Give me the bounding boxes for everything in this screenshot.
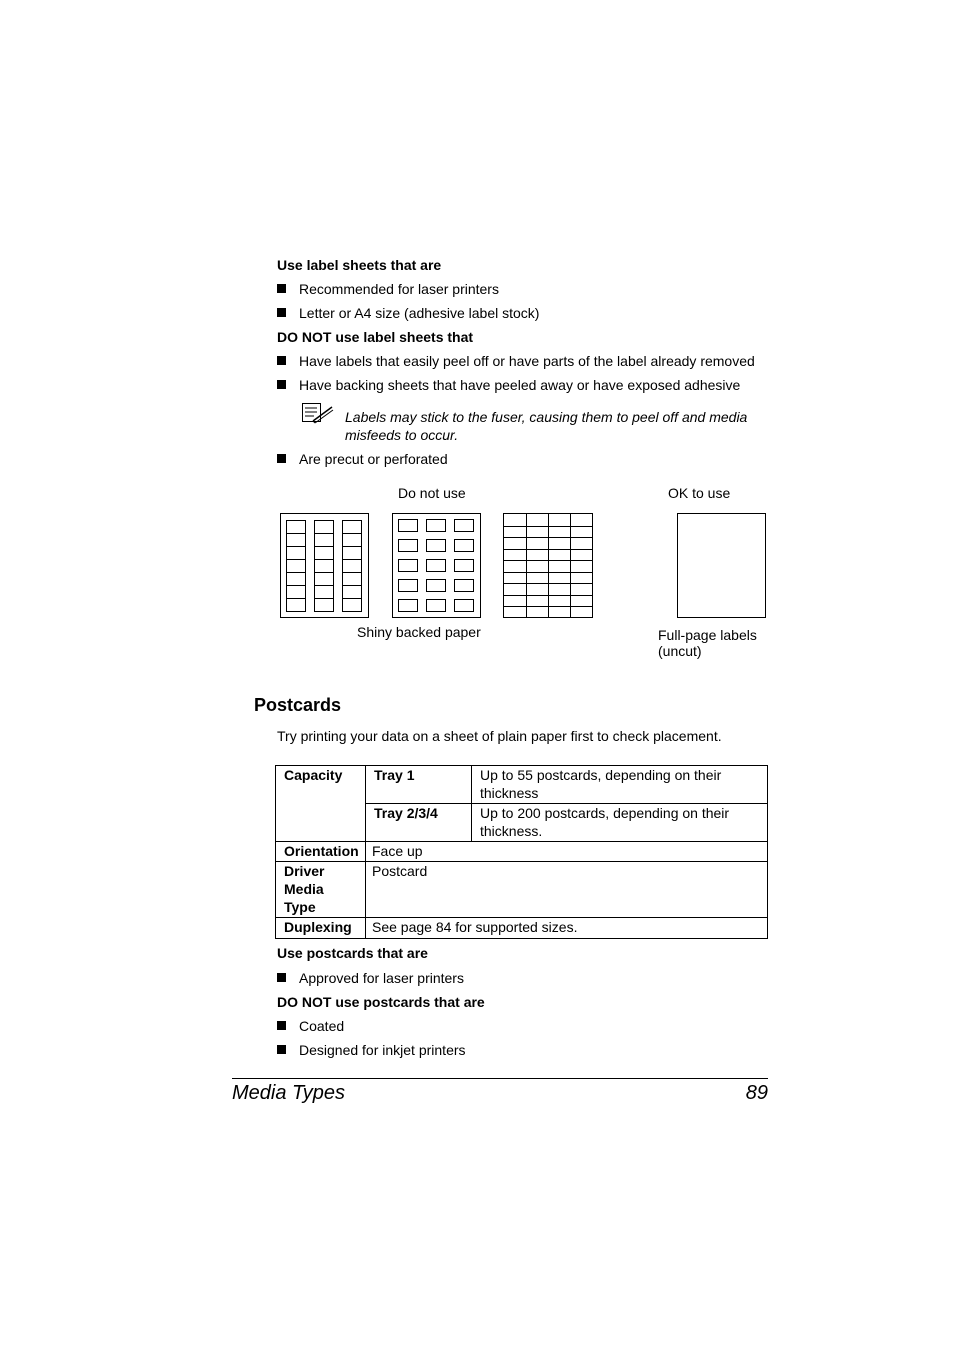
do-not-use-label: Do not use bbox=[398, 485, 466, 501]
perforation-line bbox=[504, 560, 592, 561]
table-cell: Face up bbox=[366, 842, 768, 862]
label-cell bbox=[426, 559, 446, 572]
perforation-line bbox=[504, 595, 592, 596]
label-divider bbox=[286, 559, 306, 560]
list-item: Have labels that easily peel off or have parts of the label already removed bbox=[277, 353, 755, 370]
label-divider bbox=[342, 572, 362, 573]
bullet-square-icon bbox=[277, 380, 286, 389]
table-cell: Tray 1 bbox=[366, 766, 472, 804]
table-cell: Capacity bbox=[276, 766, 366, 842]
label-divider bbox=[286, 572, 306, 573]
bullet-square-icon bbox=[277, 973, 286, 982]
label-cell bbox=[426, 539, 446, 552]
label-cell bbox=[398, 599, 418, 612]
label-cell bbox=[454, 599, 474, 612]
label-divider bbox=[314, 598, 334, 599]
perforation-line bbox=[526, 514, 527, 617]
list-item: Letter or A4 size (adhesive label stock) bbox=[277, 305, 539, 322]
perforation-line bbox=[504, 549, 592, 550]
table-cell: Driver Media Type bbox=[276, 862, 366, 918]
label-sheet-grid bbox=[392, 513, 481, 618]
table-row bbox=[276, 766, 768, 804]
table-cell: Duplexing bbox=[276, 918, 366, 939]
label-sheet-columns bbox=[280, 513, 369, 618]
list-item: Approved for laser printers bbox=[277, 970, 464, 987]
shiny-caption: Shiny backed paper bbox=[357, 624, 481, 640]
label-sheet-perforated bbox=[503, 513, 593, 618]
label-divider bbox=[342, 546, 362, 547]
section-title: Postcards bbox=[254, 695, 342, 715]
donot-postcards-heading: DO NOT use postcards that are bbox=[277, 994, 485, 1010]
footer-rule bbox=[232, 1078, 768, 1079]
table-cell: Up to 200 postcards, depending on their thickness. bbox=[472, 804, 768, 842]
label-divider bbox=[314, 546, 334, 547]
bullet-square-icon bbox=[277, 356, 286, 365]
label-sheet-full-page bbox=[677, 513, 766, 618]
label-cell bbox=[426, 519, 446, 532]
label-divider bbox=[314, 572, 334, 573]
use-postcards-heading: Use postcards that are bbox=[277, 945, 428, 961]
label-cell bbox=[454, 519, 474, 532]
table-row bbox=[276, 862, 768, 918]
perforation-line bbox=[504, 537, 592, 538]
bullet-square-icon bbox=[277, 1045, 286, 1054]
table-cell: Up to 55 postcards, depending on their thickness bbox=[472, 766, 768, 804]
table-cell: See page 84 for supported sizes. bbox=[366, 918, 768, 939]
label-divider bbox=[342, 598, 362, 599]
list-item: Are precut or perforated bbox=[277, 451, 448, 468]
footer-section-title: Media Types bbox=[232, 1082, 346, 1104]
label-divider bbox=[314, 533, 334, 534]
use-labels-heading: Use label sheets that are bbox=[277, 257, 442, 273]
label-divider bbox=[314, 585, 334, 586]
label-divider bbox=[286, 585, 306, 586]
label-divider bbox=[342, 559, 362, 560]
label-divider bbox=[342, 585, 362, 586]
label-divider bbox=[342, 533, 362, 534]
ok-to-use-label: OK to use bbox=[668, 485, 731, 501]
label-divider bbox=[314, 559, 334, 560]
donot-labels-heading: DO NOT use label sheets that bbox=[277, 329, 474, 345]
label-cell bbox=[398, 519, 418, 532]
label-cell bbox=[454, 539, 474, 552]
perforation-line bbox=[548, 514, 549, 617]
note-pencil-icon bbox=[301, 402, 335, 424]
label-cell bbox=[426, 579, 446, 592]
label-cell bbox=[426, 599, 446, 612]
list-item: Coated bbox=[277, 1018, 344, 1035]
bullet-square-icon bbox=[277, 284, 286, 293]
full-page-caption: Full-page labels (uncut) bbox=[658, 627, 757, 659]
label-cell bbox=[398, 579, 418, 592]
label-divider bbox=[286, 533, 306, 534]
label-divider bbox=[286, 546, 306, 547]
table-cell: Postcard bbox=[366, 862, 768, 918]
bullet-square-icon bbox=[277, 454, 286, 463]
label-cell bbox=[398, 559, 418, 572]
footer-page-number: 89 bbox=[745, 1082, 768, 1104]
label-divider bbox=[286, 598, 306, 599]
table-row bbox=[276, 842, 768, 862]
bullet-square-icon bbox=[277, 308, 286, 317]
perforation-line bbox=[504, 572, 592, 573]
table-cell: Tray 2/3/4 bbox=[366, 804, 472, 842]
label-cell bbox=[398, 539, 418, 552]
postcards-intro: Try printing your data on a sheet of plain paper first to check placement. bbox=[277, 728, 722, 744]
label-cell bbox=[454, 559, 474, 572]
bullet-square-icon bbox=[277, 1021, 286, 1030]
list-item: Recommended for laser printers bbox=[277, 281, 499, 298]
note-text: Labels may stick to the fuser, causing them to peel off and media misfeeds to occur. bbox=[345, 409, 748, 443]
list-item: Designed for inkjet printers bbox=[277, 1042, 466, 1059]
table-cell: Orientation bbox=[276, 842, 366, 862]
label-cell bbox=[454, 579, 474, 592]
perforation-line bbox=[504, 606, 592, 607]
perforation-line bbox=[504, 583, 592, 584]
perforation-line bbox=[570, 514, 571, 617]
postcards-spec-table bbox=[275, 765, 768, 939]
perforation-line bbox=[504, 526, 592, 527]
table-row bbox=[276, 918, 768, 939]
list-item: Have backing sheets that have peeled away or have exposed adhesive bbox=[277, 377, 740, 394]
